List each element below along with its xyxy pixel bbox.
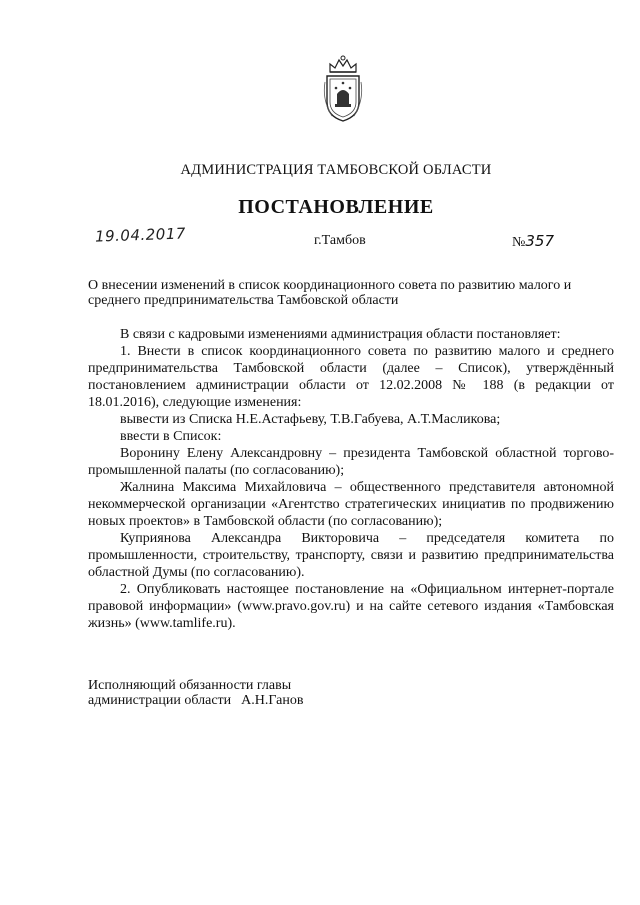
person-2-paragraph: Жалнина Максима Михайловича – общественного представителя автономной некоммерческой организации «Агентство стратегических инициатив по продвижению новых проектов» в Тамбовской области (по согласованию); xyxy=(88,480,614,529)
document-body xyxy=(88,326,614,632)
handwritten-number: 357 xyxy=(525,232,554,250)
item-1-paragraph: 1. Внести в список координационного совета по развитию малого и среднего предпринимательства Тамбовской области (далее – Список), утверждённый постановлением администрации области от 12.02.2008 № 188 (в редакции от 18.01.2016), следующие изменения: xyxy=(88,344,614,410)
signature-name: А.Н.Ганов xyxy=(241,693,304,708)
document-city: г.Тамбов xyxy=(314,233,366,248)
handwritten-date: 19.04.2017 xyxy=(94,224,187,246)
signature-line-2 xyxy=(88,693,488,708)
signature-line-1: Исполняющий обязанности главы xyxy=(88,678,292,693)
document-subject: О внесении изменений в список координационного совета по развитию малого и среднего предпринимательства Тамбовской области xyxy=(88,278,572,308)
tambov-coat-of-arms-icon xyxy=(322,52,364,124)
intro-paragraph: В связи с кадровыми изменениями администрация области постановляет: xyxy=(120,327,561,342)
item-2-paragraph: 2. Опубликовать настоящее постановление на «Официальном интернет-портале правовой информации» (www.pravo.gov.ru) и на сайте сетевого издания «Тамбовская жизнь» (www.tamlife.ru). xyxy=(88,582,614,631)
person-1-paragraph: Воронину Елену Александровну – президента Тамбовской областной торгово-промышленной палаты (по согласованию); xyxy=(88,446,614,478)
document-number xyxy=(512,232,554,251)
signature-position: администрации области xyxy=(88,693,232,708)
number-prefix: № xyxy=(512,235,526,250)
document-title: ПОСТАНОВЛЕНИЕ xyxy=(238,196,434,218)
signature-block xyxy=(88,678,488,708)
add-paragraph: ввести в Список: xyxy=(120,429,222,444)
remove-paragraph: вывести из Списка Н.Е.Астафьеву, Т.В.Габуева, А.Т.Масликова; xyxy=(120,412,501,427)
person-3-paragraph: Куприянова Александра Викторовича – председателя комитета по промышленности, строительству, транспорту, связи и развитию предпринимательства областной Думы (по согласованию). xyxy=(88,531,614,580)
organization-name: АДМИНИСТРАЦИЯ ТАМБОВСКОЙ ОБЛАСТИ xyxy=(180,162,492,178)
